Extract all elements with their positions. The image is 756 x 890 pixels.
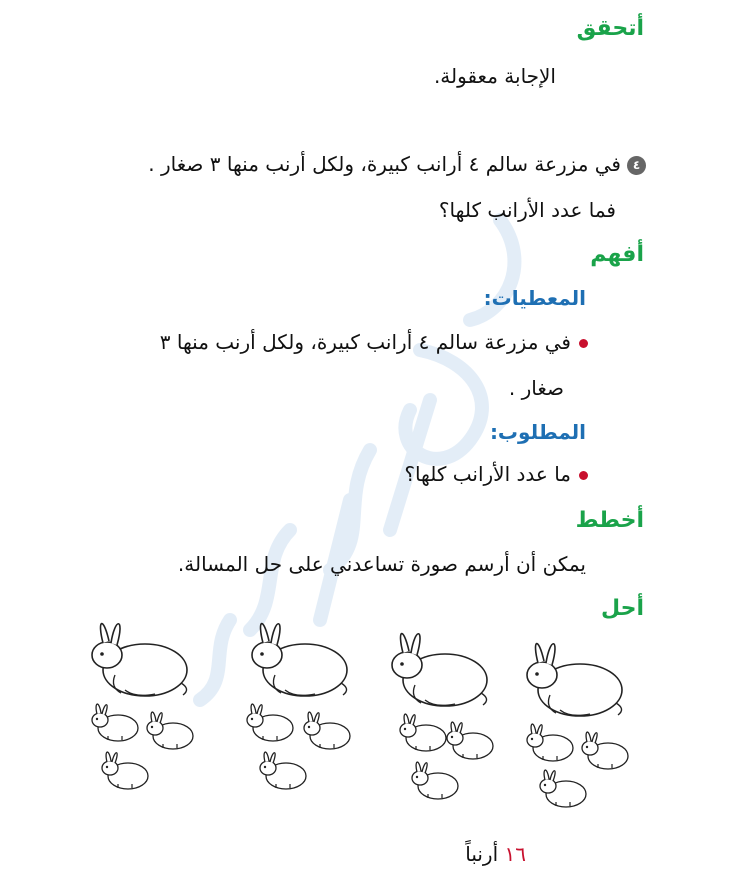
solve-heading: أحل (600, 596, 644, 621)
small-rabbit (447, 722, 493, 759)
answer-number: ١٦ (504, 842, 526, 866)
required-label: المطلوب: (489, 420, 586, 444)
small-rabbit (92, 704, 138, 741)
big-rabbit (252, 624, 347, 696)
rabbit-group (247, 624, 350, 789)
small-rabbit (102, 752, 148, 789)
required-line (404, 462, 588, 486)
check-text: الإجابة معقولة. (433, 64, 556, 88)
plan-heading: أخطط (575, 508, 644, 533)
check-heading: أتحقق (576, 16, 644, 41)
rabbits-illustration (80, 610, 650, 820)
problem-line-2: فما عدد الأرانب كلها؟ (438, 198, 616, 222)
small-rabbit (147, 712, 193, 749)
big-rabbit (527, 644, 622, 716)
big-rabbit (392, 634, 487, 706)
givens-line-2: صغار . (508, 376, 564, 400)
small-rabbit (582, 732, 628, 769)
plan-text: يمكن أن أرسم صورة تساعدني على حل المسالة. (177, 552, 586, 576)
problem-line-1 (148, 152, 646, 176)
small-rabbit (247, 704, 293, 741)
problem-line-1-text: في مزرعة سالم ٤ أرانب كبيرة، ولكل أرنب منها ٣ صغار . (148, 152, 621, 176)
givens-line-1-text: في مزرعة سالم ٤ أرانب كبيرة، ولكل أرنب منها ٣ (159, 330, 571, 354)
required-text: ما عدد الأرانب كلها؟ (404, 462, 571, 486)
small-rabbit (527, 724, 573, 761)
rabbit-group (527, 644, 628, 807)
problem-number-badge: ٤ (627, 156, 646, 175)
givens-label: المعطيات: (483, 286, 586, 310)
big-rabbit (92, 624, 187, 696)
bullet-icon (579, 471, 588, 480)
answer-unit: أرنباً (465, 842, 499, 866)
small-rabbit (412, 762, 458, 799)
bullet-icon (579, 339, 588, 348)
givens-line-1 (160, 330, 588, 354)
small-rabbit (304, 712, 350, 749)
small-rabbit (260, 752, 306, 789)
understand-heading: أفهم (590, 242, 644, 267)
rabbit-group (92, 624, 193, 789)
answer (465, 842, 526, 866)
small-rabbit (400, 714, 446, 751)
rabbit-group (392, 634, 493, 799)
small-rabbit (540, 770, 586, 807)
